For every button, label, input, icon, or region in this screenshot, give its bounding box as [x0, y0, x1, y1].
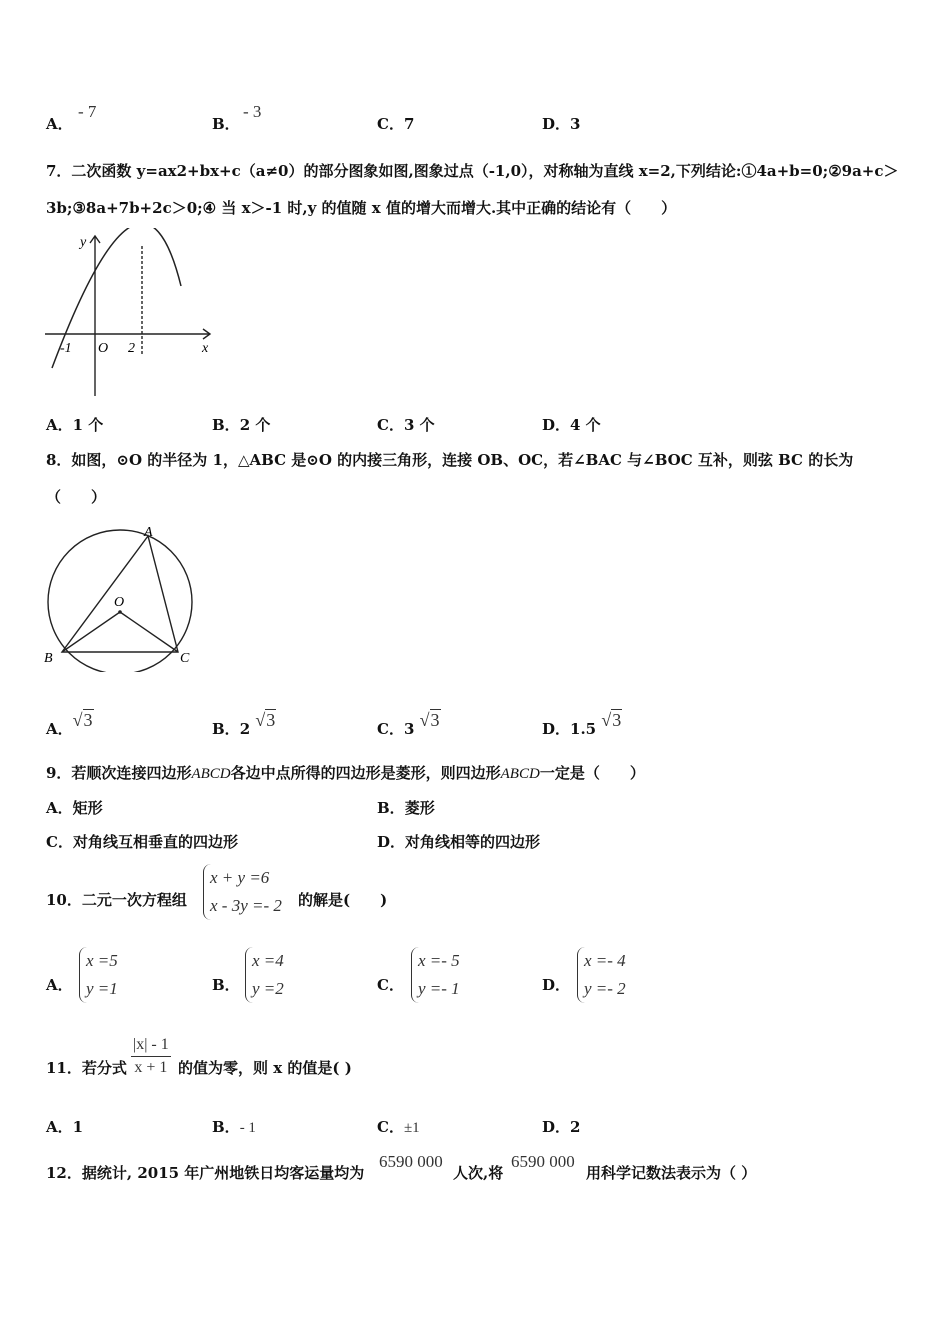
- x-eq: x =5: [86, 951, 118, 970]
- q12-number-2: 6590 000: [511, 1152, 575, 1171]
- q8-option-b[interactable]: [212, 710, 276, 738]
- option-value: 矩形: [72, 799, 103, 817]
- option-label: B．: [212, 1118, 240, 1136]
- option-value: 3 个: [403, 416, 435, 434]
- q10-option-a-system: [79, 947, 118, 1003]
- q10-option-d[interactable]: D．: [542, 976, 571, 994]
- option-label: A．: [46, 799, 73, 817]
- q10-option-a[interactable]: A．: [46, 976, 73, 994]
- option-value: 对角线相等的四边形: [405, 833, 541, 851]
- y-eq: y =- 1: [418, 979, 460, 998]
- option-label: C．: [377, 1118, 404, 1136]
- q10-option-c-system: [411, 947, 460, 1003]
- q6-option-a[interactable]: [46, 117, 73, 132]
- option-label: A．: [46, 1118, 73, 1136]
- option-value: 3: [570, 115, 581, 133]
- y-eq: y =2: [252, 979, 284, 998]
- option-label: B．: [377, 799, 405, 817]
- q11-option-d[interactable]: [542, 1120, 580, 1135]
- q10-option-b-system: [245, 947, 284, 1003]
- option-value: 7: [403, 115, 415, 133]
- option-value: 菱形: [404, 799, 435, 817]
- label-a: A: [144, 525, 153, 540]
- q7-stem-line1: 7．二次函数 y=ax2+bx+c（a≠0）的部分图象如图,图象过点（-1,0），对称轴为直线 x=2,下列结论:①4a+b=0;②9a+c＞: [46, 162, 899, 180]
- q10-option-b[interactable]: B．: [212, 976, 240, 994]
- q6-option-a-value: - 7: [78, 102, 97, 121]
- option-value: 4 个: [570, 416, 601, 434]
- q7-option-a[interactable]: [46, 418, 103, 433]
- q10-option-c[interactable]: C．: [377, 976, 404, 994]
- option-value: 2 个: [239, 416, 271, 434]
- option-label: B．: [212, 720, 240, 738]
- denominator: x + 1: [134, 1059, 168, 1076]
- option-label: C．: [377, 416, 404, 434]
- q8-option-c[interactable]: [377, 710, 441, 738]
- y-eq: y =1: [86, 979, 118, 998]
- origin-label: O: [98, 341, 109, 356]
- q9-stem: [46, 766, 645, 782]
- label-b: B: [44, 651, 53, 666]
- option-value: 1 个: [72, 416, 104, 434]
- eq1: x + y =6: [210, 868, 270, 887]
- q9-option-c[interactable]: [46, 835, 238, 850]
- circle-figure: [40, 522, 205, 672]
- q9-post: 一定是（ ）: [539, 764, 645, 782]
- option-label: A．: [46, 115, 73, 133]
- option-label: A．: [46, 720, 73, 738]
- q7-option-c[interactable]: [377, 418, 435, 433]
- q11-post: 的值为零，则 x 的值是( ): [178, 1059, 352, 1077]
- q9-option-a[interactable]: [46, 801, 103, 816]
- option-label: D．: [542, 1118, 571, 1136]
- eq2: x - 3y =- 2: [210, 896, 282, 915]
- coefficient: 3: [403, 720, 415, 738]
- option-value: 2: [570, 1118, 581, 1136]
- q6-option-d[interactable]: [542, 117, 580, 132]
- option-label: C．: [377, 115, 404, 133]
- option-label: D．: [542, 115, 571, 133]
- radicand: 3: [83, 710, 93, 730]
- q11-option-c[interactable]: [377, 1120, 420, 1136]
- sqrt-icon: √3: [72, 710, 93, 730]
- numerator: |x| - 1: [131, 1036, 171, 1057]
- parabola-graph: [40, 228, 220, 400]
- radii-ob-oc: [62, 612, 178, 652]
- y-eq: y =- 2: [584, 979, 626, 998]
- q10-pre: 10．二元一次方程组: [46, 891, 187, 909]
- x-eq: x =- 5: [418, 951, 460, 970]
- sqrt-icon: √3: [255, 710, 276, 730]
- sqrt-icon: √3: [419, 710, 440, 730]
- q6-option-c[interactable]: [377, 117, 414, 132]
- q9-abcd: ABCD: [500, 766, 540, 782]
- tick-2: 2: [128, 341, 135, 356]
- x-eq: x =- 4: [584, 951, 626, 970]
- q12-pre: 12．据统计, 2015 年广州地铁日均客运量均为: [46, 1164, 365, 1182]
- q9-mid: 各边中点所得的四边形是菱形，则四边形: [230, 764, 501, 782]
- q8-stem-line2: （ ）: [46, 488, 107, 506]
- option-label: D．: [377, 833, 406, 851]
- q6-option-b-value: - 3: [243, 102, 262, 121]
- radicand: 3: [612, 710, 622, 730]
- q8-option-d[interactable]: [542, 710, 622, 738]
- q7-stem-line2: 3b;③8a+7b+2c＞0;④ 当 x＞-1 时,y 的值随 x 值的增大而增大.其中正确的结论有（ ）: [46, 199, 677, 217]
- q12-post: 用科学记数法表示为（ ）: [586, 1164, 757, 1182]
- tick-neg1: -1: [60, 341, 72, 356]
- option-label: B．: [212, 416, 240, 434]
- option-label: C．: [377, 720, 404, 738]
- q6-option-b[interactable]: [212, 117, 240, 132]
- option-label: A．: [46, 416, 73, 434]
- q11-fraction: [131, 1036, 171, 1077]
- center-point: [118, 610, 122, 614]
- sqrt-icon: √3: [601, 710, 622, 730]
- q9-pre: 9．若顺次连接四边形: [46, 764, 192, 782]
- q9-option-b[interactable]: [377, 801, 435, 816]
- label-o: O: [114, 595, 125, 610]
- q11-option-b[interactable]: [212, 1120, 256, 1136]
- triangle-abc: [62, 536, 178, 652]
- option-label: B．: [212, 115, 240, 133]
- label-c: C: [180, 651, 190, 666]
- option-label: C．: [46, 833, 73, 851]
- y-label: y: [80, 235, 87, 250]
- q8-option-a[interactable]: [46, 710, 94, 738]
- x-eq: x =4: [252, 951, 284, 970]
- radicand: 3: [430, 710, 440, 730]
- q7-option-b[interactable]: [212, 418, 270, 433]
- q11-option-a[interactable]: [46, 1120, 83, 1135]
- option-value: - 1: [239, 1120, 256, 1136]
- coefficient: 1.5: [570, 720, 597, 738]
- x-label: x: [202, 341, 209, 356]
- option-label: D．: [542, 720, 571, 738]
- q12-mid: 人次,将: [453, 1164, 504, 1182]
- q10-post: 的解是( ): [298, 891, 388, 909]
- option-value: 对角线互相垂直的四边形: [72, 833, 238, 851]
- option-value: 1: [72, 1118, 84, 1136]
- option-value: ±1: [403, 1120, 420, 1136]
- q12-number-1: 6590 000: [379, 1152, 443, 1171]
- option-label: D．: [542, 416, 571, 434]
- q8-stem-line1: 8．如图，⊙O 的半径为 1，△ABC 是⊙O 的内接三角形，连接 OB、OC，若∠BAC 与∠BOC 互补，则弦 BC 的长为: [46, 451, 854, 469]
- q9-option-d[interactable]: [377, 835, 540, 850]
- coefficient: 2: [239, 720, 251, 738]
- q7-option-d[interactable]: [542, 418, 601, 433]
- q9-abcd: ABCD: [191, 766, 231, 782]
- q10-option-d-system: [577, 947, 626, 1003]
- q10-system: [203, 864, 282, 920]
- q11-pre: 11．若分式: [46, 1059, 127, 1077]
- radicand: 3: [266, 710, 276, 730]
